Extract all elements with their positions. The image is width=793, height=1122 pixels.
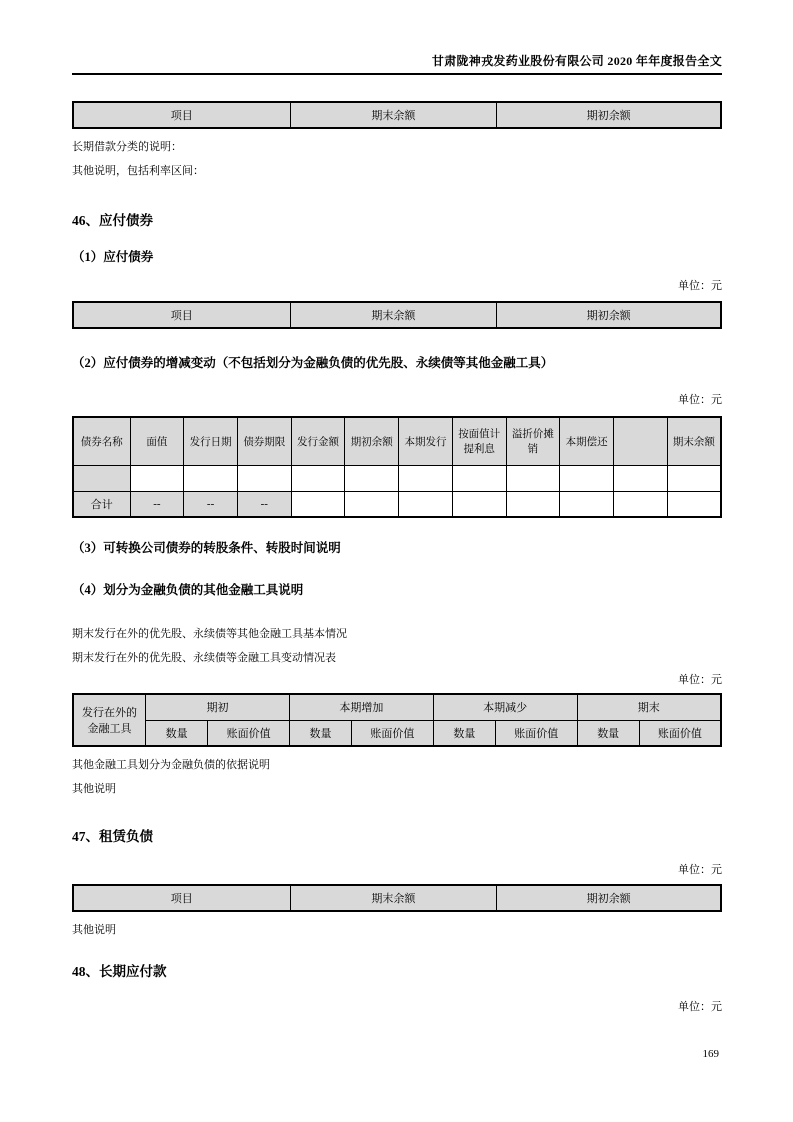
col-header-item: 项目 bbox=[73, 102, 290, 128]
note-financial-instruments-change: 期末发行在外的优先股、永续债等金融工具变动情况表 bbox=[72, 652, 336, 664]
bond-table-header-row bbox=[73, 417, 721, 465]
cell bbox=[345, 465, 399, 491]
unit-label: 单位：元 bbox=[678, 864, 722, 876]
section-46-sub4-title: （4）划分为金融负债的其他金融工具说明 bbox=[72, 583, 304, 597]
col-beginning-balance: 期初余额 bbox=[345, 417, 399, 465]
cell bbox=[291, 491, 345, 517]
cell bbox=[345, 491, 399, 517]
col-face-value: 面值 bbox=[130, 417, 184, 465]
cell: -- bbox=[130, 491, 184, 517]
note-financial-instruments-basic: 期末发行在外的优先股、永续债等其他金融工具基本情况 bbox=[72, 628, 347, 640]
col-header-item: 项目 bbox=[73, 302, 290, 328]
col-carrying-value: 账面价值 bbox=[352, 720, 434, 746]
cell bbox=[667, 465, 721, 491]
col-carrying-value: 账面价值 bbox=[208, 720, 290, 746]
cell bbox=[130, 465, 184, 491]
unit-label: 单位：元 bbox=[678, 1001, 722, 1013]
note-classification-basis: 其他金融工具划分为金融负债的依据说明 bbox=[72, 759, 270, 771]
cell bbox=[452, 465, 506, 491]
col-bond-term: 债券期限 bbox=[237, 417, 291, 465]
col-header-ending-balance: 期末余额 bbox=[290, 885, 497, 911]
financial-instruments-table bbox=[72, 693, 722, 747]
col-header-ending-balance: 期末余额 bbox=[290, 102, 497, 128]
cell bbox=[506, 465, 560, 491]
note-other-interest-range: 其他说明，包括利率区间： bbox=[72, 165, 204, 177]
col-interest-at-face: 按面值计提利息 bbox=[452, 417, 506, 465]
total-label-cell: 合计 bbox=[73, 491, 130, 517]
col-quantity: 数量 bbox=[289, 720, 351, 746]
cell bbox=[506, 491, 560, 517]
cell bbox=[237, 465, 291, 491]
report-header-title: 甘肃陇神戎发药业股份有限公司 2020 年年度报告全文 bbox=[431, 54, 722, 68]
col-issue-amount: 发行金额 bbox=[291, 417, 345, 465]
cell bbox=[291, 465, 345, 491]
note-other: 其他说明 bbox=[72, 924, 116, 936]
group-increase: 本期增加 bbox=[289, 694, 433, 720]
note-other: 其他说明 bbox=[72, 783, 116, 795]
col-header-item: 项目 bbox=[73, 885, 290, 911]
unit-label: 单位：元 bbox=[678, 280, 722, 292]
long-term-loan-table bbox=[72, 101, 722, 129]
cell bbox=[560, 465, 614, 491]
group-decrease: 本期减少 bbox=[433, 694, 577, 720]
col-quantity: 数量 bbox=[577, 720, 639, 746]
section-47-title: 47、租赁负债 bbox=[72, 829, 153, 844]
section-46-sub2-title: （2）应付债券的增减变动（不包括划分为金融负债的优先股、永续债等其他金融工具） bbox=[72, 356, 554, 370]
cell bbox=[613, 465, 667, 491]
document-header bbox=[72, 0, 722, 75]
cell bbox=[73, 465, 130, 491]
col-outstanding-instruments: 发行在外的金融工具 bbox=[73, 694, 146, 746]
bond-table-total-row bbox=[73, 491, 721, 517]
cell bbox=[399, 491, 453, 517]
col-header-beginning-balance: 期初余额 bbox=[497, 102, 721, 128]
section-46-sub3-title: （3）可转换公司债券的转股条件、转股时间说明 bbox=[72, 541, 341, 555]
cell: -- bbox=[237, 491, 291, 517]
col-bond-name: 债券名称 bbox=[73, 417, 130, 465]
bonds-payable-table bbox=[72, 301, 722, 329]
section-48-title: 48、长期应付款 bbox=[72, 964, 167, 979]
col-header-beginning-balance: 期初余额 bbox=[497, 885, 721, 911]
col-current-issue: 本期发行 bbox=[399, 417, 453, 465]
col-quantity: 数量 bbox=[146, 720, 208, 746]
note-loan-classification: 长期借款分类的说明： bbox=[72, 141, 182, 153]
cell bbox=[452, 491, 506, 517]
table-header-row bbox=[73, 885, 721, 911]
group-ending: 期末 bbox=[577, 694, 721, 720]
col-carrying-value: 账面价值 bbox=[495, 720, 577, 746]
unit-label: 单位：元 bbox=[678, 394, 722, 406]
cell bbox=[560, 491, 614, 517]
cell bbox=[184, 465, 238, 491]
col-quantity: 数量 bbox=[433, 720, 495, 746]
cell bbox=[399, 465, 453, 491]
col-ending-balance: 期末余额 bbox=[667, 417, 721, 465]
cell bbox=[613, 491, 667, 517]
col-header-beginning-balance: 期初余额 bbox=[497, 302, 721, 328]
unit-label: 单位：元 bbox=[678, 674, 722, 686]
col-current-repayment: 本期偿还 bbox=[560, 417, 614, 465]
col-header-ending-balance: 期末余额 bbox=[290, 302, 497, 328]
cell bbox=[667, 491, 721, 517]
fin-table-group-header-row bbox=[73, 694, 721, 720]
table-header-row bbox=[73, 302, 721, 328]
cell: -- bbox=[184, 491, 238, 517]
table-header-row bbox=[73, 102, 721, 128]
bond-movement-table bbox=[72, 416, 722, 518]
section-46-sub1-title: （1）应付债券 bbox=[72, 250, 154, 264]
group-beginning: 期初 bbox=[146, 694, 290, 720]
lease-liabilities-table bbox=[72, 884, 722, 912]
col-blank bbox=[613, 417, 667, 465]
page-number: 169 bbox=[702, 1048, 719, 1060]
col-issue-date: 发行日期 bbox=[184, 417, 238, 465]
section-46-title: 46、应付债券 bbox=[72, 213, 153, 228]
col-carrying-value: 账面价值 bbox=[639, 720, 721, 746]
col-premium-discount-amortization: 溢折价摊销 bbox=[506, 417, 560, 465]
fin-table-sub-header-row bbox=[73, 720, 721, 746]
bond-table-empty-row bbox=[73, 465, 721, 491]
